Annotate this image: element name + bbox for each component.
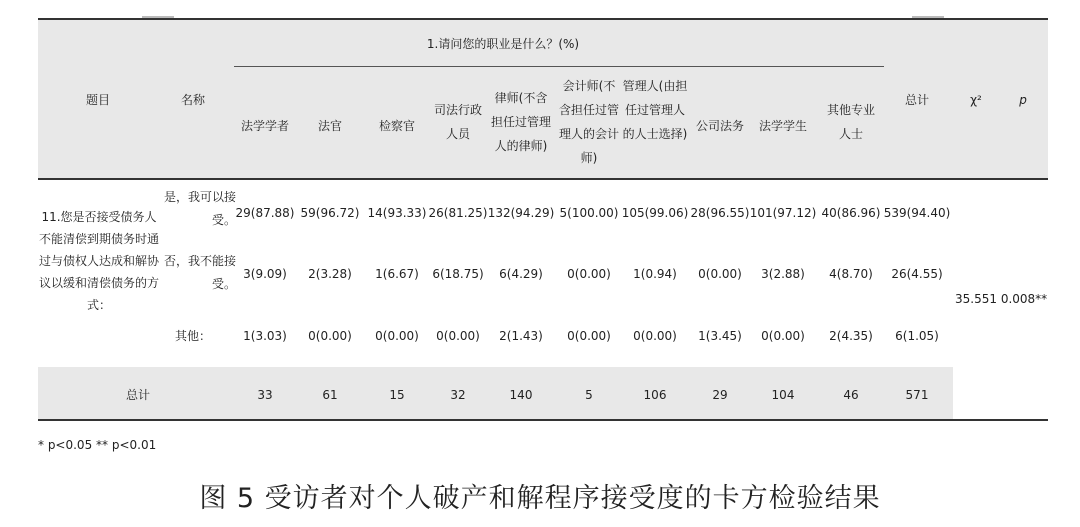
- row-name: 是，我可以接受。: [163, 190, 236, 227]
- chi-square-table: [38, 18, 1048, 421]
- chi-col-header: χ²: [970, 93, 982, 107]
- occupation-header: 会计师(不含担任过管理人的会计师): [558, 79, 619, 165]
- row-total-cell: 539(94.40): [883, 206, 951, 220]
- occupation-header: 法学学生: [758, 119, 807, 133]
- group-rule: [234, 66, 884, 67]
- group-header: 1.请问您的职业是什么？(%): [426, 37, 580, 51]
- occupation-header: 律师(不含担任过管理人的律师): [490, 91, 551, 153]
- header-rule: [38, 178, 1048, 180]
- data-cell: 0(0.00): [567, 329, 611, 343]
- occupation-header: 管理人(由担任过管理人的人士选择): [622, 79, 688, 141]
- data-cell: 4(8.70): [829, 267, 873, 281]
- data-cell: 0(0.00): [436, 329, 480, 343]
- data-cell: 1(3.03): [243, 329, 287, 343]
- data-cell: 1(0.94): [633, 267, 677, 281]
- data-cell: 26(81.25): [428, 206, 488, 220]
- data-cell: 3(9.09): [243, 267, 287, 281]
- total-row-cell: 32: [450, 388, 466, 402]
- total-row-cell: 140: [509, 388, 533, 402]
- data-cell: 3(2.88): [761, 267, 805, 281]
- chi-value: 35.551: [955, 292, 997, 306]
- data-cell: 1(3.45): [698, 329, 742, 343]
- data-cell: 105(99.06): [621, 206, 689, 220]
- data-cell: 2(3.28): [308, 267, 352, 281]
- data-cell: 14(93.33): [367, 206, 427, 220]
- occupation-header: 司法行政人员: [433, 103, 482, 141]
- bottom-rule: [38, 419, 1048, 421]
- occupation-header: 其他专业人士: [826, 103, 875, 141]
- total-row-cell: 15: [389, 388, 405, 402]
- data-cell: 101(97.12): [749, 206, 817, 220]
- total-row-cell: 46: [843, 388, 859, 402]
- data-cell: 59(96.72): [300, 206, 360, 220]
- total-row-cell: 29: [712, 388, 728, 402]
- data-cell: 6(4.29): [499, 267, 543, 281]
- data-cell: 0(0.00): [567, 267, 611, 281]
- data-cell: 0(0.00): [698, 267, 742, 281]
- data-cell: 29(87.88): [235, 206, 295, 220]
- total-col-header: 总计: [904, 93, 929, 107]
- row-name: 否，我不能接受。: [163, 254, 236, 291]
- total-row-cell: 61: [322, 388, 338, 402]
- data-cell: 0(0.00): [761, 329, 805, 343]
- p-col-header: p: [1019, 93, 1027, 107]
- occupation-header: 法学学者: [240, 119, 289, 133]
- data-cell: 2(4.35): [829, 329, 873, 343]
- data-cell: 40(86.96): [821, 206, 881, 220]
- total-row-cell: 104: [771, 388, 795, 402]
- row-total-cell: 26(4.55): [891, 267, 943, 281]
- question-text: 11.您是否接受债务人不能清偿到期债务时通过与债权人达成和解协议以缓和清偿债务的方式：: [38, 210, 159, 312]
- data-cell: 5(100.00): [559, 206, 619, 220]
- footnote: * p<0.05 ** p<0.01: [38, 438, 157, 452]
- data-cell: 0(0.00): [308, 329, 352, 343]
- data-cell: 6(18.75): [432, 267, 484, 281]
- data-cell: 132(94.29): [487, 206, 555, 220]
- p-value: 0.008**: [1000, 292, 1048, 306]
- question-col-header: 题目: [85, 93, 110, 107]
- data-cell: 2(1.43): [499, 329, 543, 343]
- total-row-cell: 5: [585, 388, 593, 402]
- data-cell: 28(96.55): [690, 206, 750, 220]
- total-row-cell: 33: [257, 388, 273, 402]
- occupation-header: 法官: [317, 119, 342, 133]
- grand-total-cell: 571: [905, 388, 929, 402]
- total-row-label: 总计: [125, 388, 150, 402]
- data-cell: 0(0.00): [633, 329, 677, 343]
- name-col-header: 名称: [180, 93, 205, 107]
- data-cell: 1(6.67): [375, 267, 419, 281]
- total-row-cell: 106: [643, 388, 667, 402]
- data-cell: 0(0.00): [375, 329, 419, 343]
- occupation-header: 检察官: [378, 119, 415, 133]
- row-name: 其他：: [174, 329, 211, 343]
- row-total-cell: 6(1.05): [895, 329, 939, 343]
- figure-caption: 图 5 受访者对个人破产和解程序接受度的卡方检验结果: [199, 483, 881, 514]
- occupation-header: 公司法务: [695, 119, 744, 133]
- top-rule: [38, 18, 1048, 20]
